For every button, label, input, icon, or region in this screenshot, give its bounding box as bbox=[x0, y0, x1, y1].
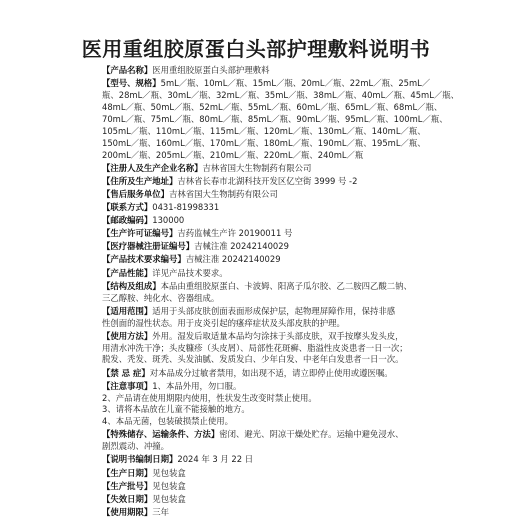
field-value: 适用于头部皮肤创面表面形成保护层，起物理屏障作用，保持非感 bbox=[152, 305, 396, 316]
document-line bbox=[102, 429, 418, 441]
field-value: 吉林省长春市北湖科技开发区亿空街 3999 号 -2 bbox=[177, 175, 358, 186]
document-line bbox=[102, 481, 418, 493]
document-line bbox=[102, 150, 418, 162]
document-line bbox=[102, 268, 418, 280]
field-label: 【产品技术要求编号】 bbox=[102, 254, 186, 265]
document-line bbox=[102, 102, 443, 114]
document-line bbox=[102, 331, 418, 343]
field-label: 【适用范围】 bbox=[102, 305, 153, 316]
field-value: 见包装盒 bbox=[152, 467, 186, 478]
field-label: 【注册人及生产企业名称】 bbox=[102, 162, 203, 173]
document-line bbox=[102, 494, 418, 506]
document-line bbox=[102, 189, 418, 201]
field-value: 2024 年 3 月 22 日 bbox=[177, 454, 254, 465]
field-value: 1、本品外用，勿口服。 bbox=[152, 380, 242, 391]
document-body bbox=[102, 64, 459, 519]
field-label: 【注意事项】 bbox=[102, 380, 153, 391]
field-label: 【生产批号】 bbox=[102, 480, 153, 491]
field-label: 【邮政编码】 bbox=[102, 215, 153, 226]
field-label: 【联系方式】 bbox=[102, 202, 153, 213]
field-value: 3、请将本品放在儿童不能接触的地方。 bbox=[102, 404, 250, 415]
field-label: 【型号、规格】 bbox=[102, 78, 161, 89]
document-line bbox=[102, 228, 418, 240]
field-value: 150mL／瓶、160mL／瓶、170mL／瓶、180mL／瓶、190mL／瓶、195mL／瓶、 bbox=[102, 137, 426, 148]
document-line bbox=[102, 125, 426, 138]
document-line bbox=[102, 318, 418, 330]
field-value: 48mL／瓶、50mL／瓶、52mL／瓶、55mL／瓶、60mL／瓶、65mL／瓶、68mL／瓶、 bbox=[102, 102, 443, 113]
field-label: 【使用期限】 bbox=[102, 506, 153, 517]
document-line bbox=[102, 137, 426, 150]
field-value: 性创面的湿性状态。用于皮炎引起的瘙痒症状及头部皮肤的护理。 bbox=[102, 317, 345, 328]
field-value: 吉林省国大生物制药有限公司 bbox=[169, 189, 278, 199]
field-value: 对本品成分过敏者禁用，如出现不适，请立即停止使用或遵医嘱。 bbox=[149, 367, 393, 378]
document-line bbox=[102, 163, 418, 175]
field-value: 三乙醇胺、纯化水、咨器组成。 bbox=[102, 292, 220, 303]
field-value: 脱发、秃发、斑秃、头发油腻、发质发白、少年白发、中老年白发患者一日一次。 bbox=[102, 354, 404, 365]
field-label: 【售后服务单位】 bbox=[102, 189, 169, 199]
document-line bbox=[102, 507, 418, 519]
field-value: 4、本品无菌，包装破损禁止使用。 bbox=[102, 416, 233, 427]
document-line bbox=[102, 416, 418, 428]
field-value: 外用。湿发后取适量本品均匀涂抹于头部皮肤，双手按摩头发头皮， bbox=[152, 330, 404, 341]
document-line bbox=[102, 381, 418, 393]
field-value: 2、产品请在使用期限内使用，性状发生改变时禁止使用。 bbox=[102, 392, 317, 403]
document-line bbox=[102, 468, 418, 480]
field-value: 5mL／瓶、10mL／瓶、15mL／瓶、20mL／瓶、22mL／瓶、25mL／ bbox=[160, 78, 431, 89]
document-line bbox=[102, 306, 418, 318]
field-value: 105mL／瓶、110mL／瓶、115mL／瓶、120mL／瓶、130mL／瓶、140mL／瓶、 bbox=[102, 125, 426, 136]
document-line bbox=[102, 90, 459, 102]
document-line bbox=[102, 354, 418, 366]
document-line bbox=[102, 393, 418, 405]
field-value: 吉林省国大生物制药有限公司 bbox=[202, 162, 312, 173]
document-line bbox=[102, 293, 418, 305]
field-label: 【使用方法】 bbox=[102, 330, 153, 341]
field-value: 密闭、避光、阴凉干燥处贮存。运输中避免浸水、 bbox=[219, 429, 404, 440]
field-value: 吉械注准 20242140029 bbox=[194, 241, 289, 252]
document-line bbox=[102, 78, 431, 90]
document-line bbox=[102, 241, 418, 253]
document-line bbox=[102, 114, 448, 126]
document-line bbox=[102, 281, 418, 293]
field-value: 130000 bbox=[152, 215, 185, 226]
field-value: 0431-81998331 bbox=[152, 202, 220, 213]
document-line bbox=[102, 176, 418, 188]
field-label: 【说明书编制日期】 bbox=[102, 454, 178, 465]
field-label: 【生产许可证编号】 bbox=[102, 228, 178, 239]
field-label: 【住所及生产地址】 bbox=[102, 175, 178, 186]
field-label: 【产品名称】 bbox=[102, 65, 153, 76]
document-line bbox=[102, 254, 418, 266]
document-line bbox=[102, 215, 418, 227]
field-value: 用清水冲洗干净；头皮糠疹（头皮屑）、局部性花斑癣、脂溢性皮炎患者一日一次； bbox=[102, 342, 408, 353]
document-line bbox=[102, 441, 418, 453]
field-value: 本品由重组胶原蛋白、卡波姆、阳离子瓜尔胶、乙二胺四乙酸二钠、 bbox=[160, 280, 412, 291]
field-value: 医用重组胶原蛋白头部护理敷料 bbox=[152, 65, 270, 76]
document-line bbox=[102, 202, 418, 214]
document-line bbox=[102, 368, 418, 380]
field-value: 详见产品技术要求。 bbox=[152, 267, 228, 278]
field-value: 见包装盒 bbox=[152, 493, 186, 504]
field-value: 三年 bbox=[152, 506, 169, 517]
field-value: 剧烈震动、冲撞。 bbox=[102, 441, 169, 452]
document-line bbox=[102, 65, 418, 77]
field-label: 【产品性能】 bbox=[102, 267, 153, 278]
field-value: 吉械注准 20242140029 bbox=[185, 254, 281, 265]
document-line bbox=[102, 454, 418, 466]
field-label: 【医疗器械注册证编号】 bbox=[102, 241, 195, 252]
field-label: 【失效日期】 bbox=[102, 493, 153, 504]
field-label: 【禁 忌 症】 bbox=[102, 367, 150, 378]
field-label: 【特殊储存、运输条件、方法】 bbox=[102, 429, 220, 440]
field-value: 瓶、28mL／瓶、30mL／瓶、32mL／瓶、35mL／瓶、38mL／瓶、40mL／瓶、45mL／瓶、 bbox=[102, 90, 459, 101]
document-line bbox=[102, 404, 418, 416]
field-value: 70mL／瓶、75mL／瓶、80mL／瓶、85mL／瓶、90mL／瓶、95mL／瓶、100mL／瓶、 bbox=[102, 114, 448, 124]
document-title: 医用重组胶原蛋白头部护理敷料说明书 bbox=[81, 37, 431, 61]
field-label: 【生产日期】 bbox=[102, 467, 153, 478]
field-value: 200mL／瓶、205mL／瓶、210mL／瓶、220mL／瓶、240mL／瓶 bbox=[102, 149, 364, 160]
field-label: 【结构及组成】 bbox=[102, 280, 161, 291]
document-line bbox=[102, 343, 418, 355]
field-value: 见包装盒 bbox=[152, 480, 186, 491]
field-value: 吉药监械生产许 20190011 号 bbox=[177, 228, 293, 239]
